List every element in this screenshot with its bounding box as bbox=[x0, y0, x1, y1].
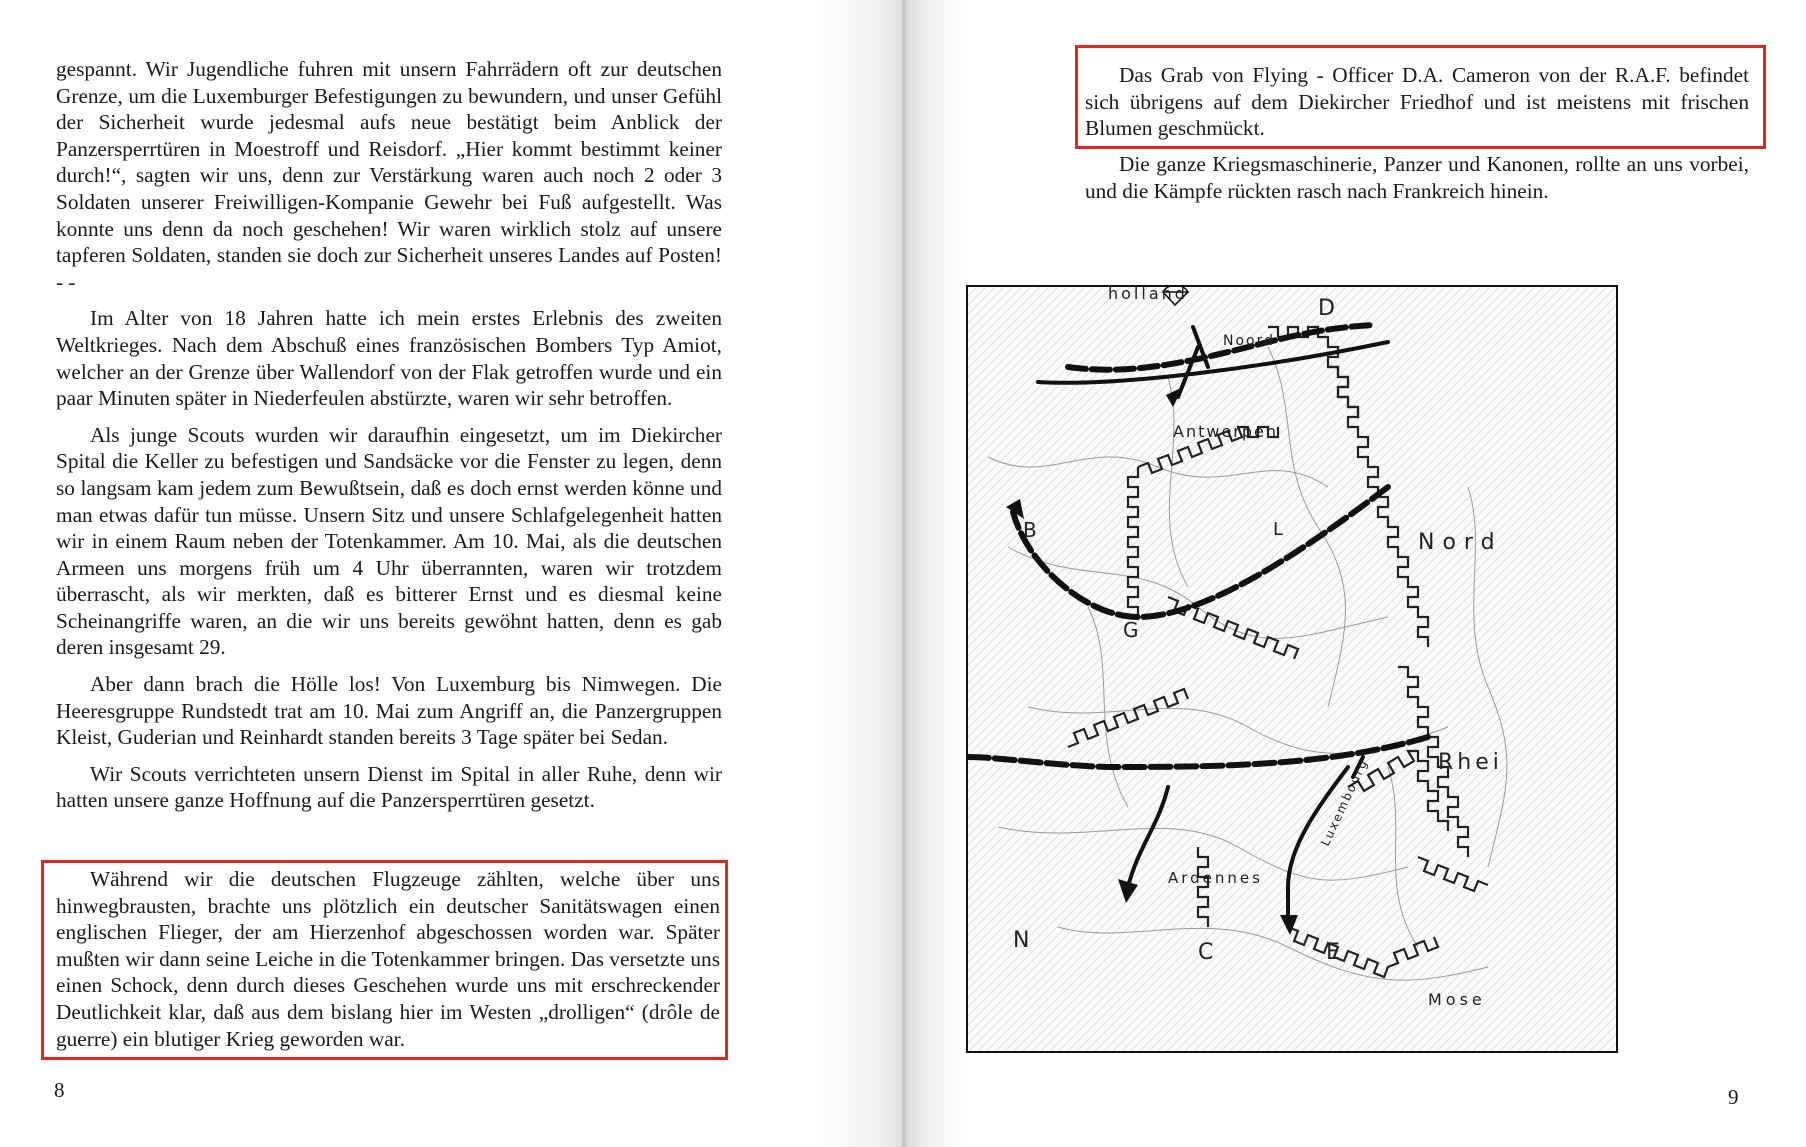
map-background bbox=[968, 287, 1618, 1053]
left-text-column bbox=[56, 56, 722, 824]
label-letter-e: E bbox=[1326, 940, 1340, 965]
right-paragraph: Die ganze Kriegsmaschinerie, Panzer und Kanonen, rollte an uns vorbei, und die Kämpfe rückten rasch nach Frankreich hinein. bbox=[1085, 152, 1749, 203]
page-number-left: 8 bbox=[54, 1078, 65, 1102]
label-letter-g: G bbox=[1123, 618, 1139, 642]
paragraph-5: Wir Scouts verrichteten unsern Dienst im Spital in aller Ruhe, denn wir hatten unsere ganze Hoffnung auf die Panzersperrtüren gesetzt. bbox=[56, 761, 722, 813]
label-mosel: Mose bbox=[1428, 990, 1486, 1009]
campaign-map-drawing bbox=[968, 287, 1618, 1053]
highlighted-paragraph-right: Das Grab von Flying - Officer D.A. Cameron von der R.A.F. befindet sich übrigens auf dem Diekircher Friedhof und ist meistens mit frischen Blumen geschmückt. bbox=[1085, 63, 1749, 141]
page-number-right: 9 bbox=[1728, 1085, 1739, 1109]
label-antwerpen: Antwerpen bbox=[1173, 422, 1279, 441]
label-letter-n: N bbox=[1013, 928, 1030, 953]
campaign-map bbox=[966, 285, 1618, 1053]
label-ardennes: Ardennes bbox=[1168, 869, 1263, 887]
paragraph-4: Aber dann brach die Hölle los! Von Luxemburg bis Nimwegen. Die Heeresgruppe Rundstedt trat am 10. Mai zum Angriff an, die Panzergruppen Kleist, Guderian und Reinhardt standen bereits 3 Tage später bei Sedan. bbox=[56, 672, 722, 750]
label-letter-l: L bbox=[1273, 519, 1284, 540]
label-noord: Noord bbox=[1223, 333, 1275, 349]
label-letter-d: D bbox=[1318, 296, 1335, 321]
label-luxembourg: Luxembourg bbox=[1318, 756, 1371, 849]
label-rhei: Rhei bbox=[1438, 750, 1503, 775]
paragraph-2: Im Alter von 18 Jahren hatte ich mein erstes Erlebnis des zweiten Weltkrieges. Nach dem Abschuß eines französischen Bombers Typ Amiot, welcher an der Grenze über Wallendorf von der Flak getroffen wurde und ein paar Minuten später in Niederfeulen abstürzte, waren wir sehr betroffen. bbox=[56, 306, 722, 411]
label-letter-b: B bbox=[1023, 518, 1037, 542]
label-letter-c: C bbox=[1198, 940, 1214, 965]
label-holland: holland bbox=[1108, 287, 1188, 303]
paragraph-3: Als junge Scouts wurden wir daraufhin eingesetzt, um im Diekircher Spital die Keller zu befestigen und Sandsäcke vor die Fenster zu legen, denn so langsam kam jedem zum Bewußtsein, daß es doch ernst werden könne und man etwas dafür tun müsse. Unsern Sitz und unsere Schlafgelegenheit hatten wir in einem Raum neben der Totenkammer. Am 10. Mai, als die deutschen Armeen uns morgens früh um 4 Uhr überrannten, waren wir trotzdem überrascht, als wir merkten, daß es bitterer Ernst und es diesmal keine Scheinangriffe waren, an die wir uns bereits gewöhnt hatten, denn es gab deren insgesamt 29. bbox=[56, 422, 722, 660]
paragraph-1: gespannt. Wir Jugendliche fuhren mit unsern Fahrrädern oft zur deutschen Grenze, um die Luxemburger Befestigungen zu bewundern, und unser Gefühl der Sicherheit wurde jedesmal aufs neue bestätigt beim Anblick der Panzersperrtüren in Moestroff und Reisdorf. „Hier kommt bestimmt keiner durch!“, sagten wir uns, denn zur Verstärkung waren auch noch 2 oder 3 Soldaten unserer Freiwilligen-Kompanie Gewehr bei Fuß aufgestellt. Was konnte uns denn da noch geschehen! Wir waren wirklich stolz auf unsere tapferen Soldaten, standen sie doch zur Sicherheit unseres Landes auf Posten! - - bbox=[56, 57, 722, 294]
highlighted-paragraph-left: Während wir die deutschen Flugzeuge zählten, welche über uns hinwegbrausten, brachte uns plötzlich ein deutscher Sanitätswagen einen englischen Flieger, der am Hierzenhof abgeschossen worden war. Später mußten wir dann seine Leiche in die Totenkammer bringen. Das versetzte uns einen Schock, denn durch dieses Geschehen wurde uns mit erschreckender Deutlichkeit klar, daß aus dem bislang hier im Westen „drolligen“ (drôle de guerre) ein blutiger Krieg geworden war. bbox=[56, 867, 720, 1051]
label-nord: Nord bbox=[1418, 530, 1503, 555]
